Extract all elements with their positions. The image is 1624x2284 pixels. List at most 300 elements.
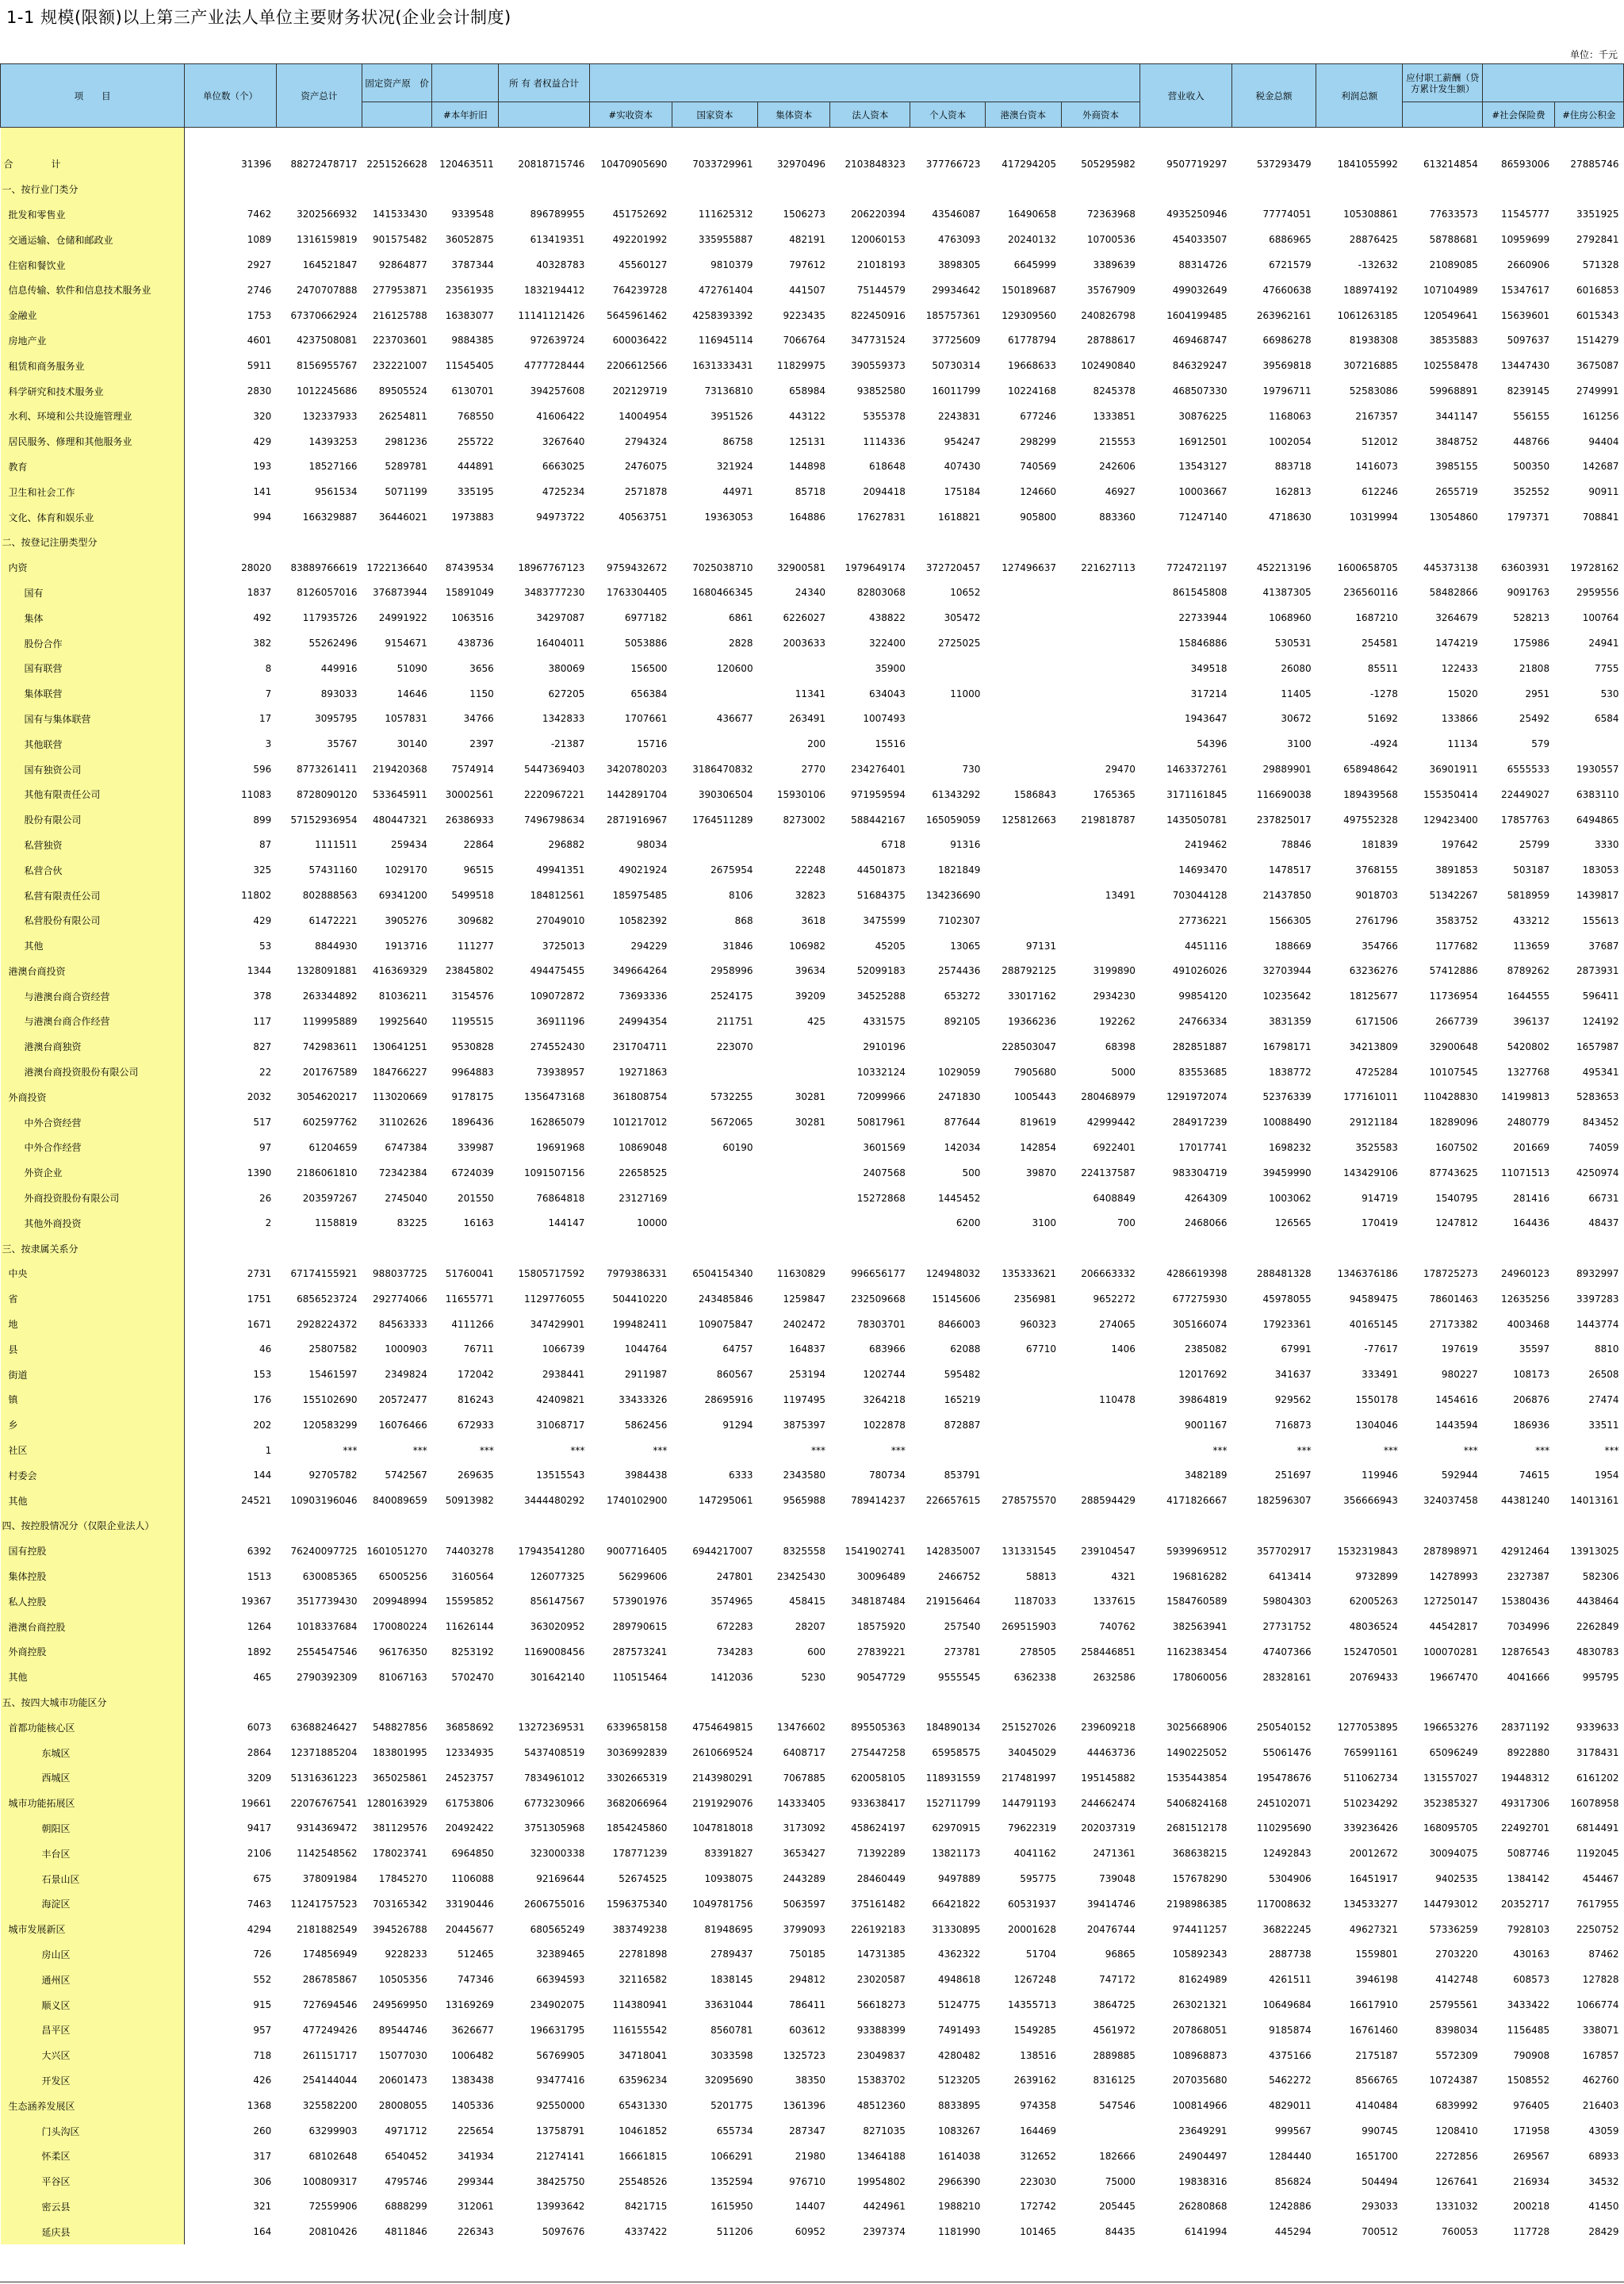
table-cell bbox=[1554, 177, 1623, 202]
row-label: 二、按登记注册类型分 bbox=[1, 530, 185, 555]
table-cell: 6408717 bbox=[783, 1747, 825, 1759]
table-cell: 32970496 bbox=[776, 158, 825, 170]
table-cell bbox=[185, 1690, 277, 1715]
table-cell: 81624989 bbox=[1178, 1974, 1228, 1986]
table-cell: 30094075 bbox=[1429, 1848, 1478, 1860]
table-cell: 176 bbox=[253, 1393, 272, 1405]
table-cell: 2966390 bbox=[937, 2175, 981, 2187]
table-cell: 4142748 bbox=[1435, 1974, 1478, 1986]
table-row bbox=[1, 530, 1624, 555]
table-cell: 1197495 bbox=[783, 1393, 825, 1405]
table-cell: 1158819 bbox=[315, 1217, 358, 1229]
table-cell: 2681512178 bbox=[1166, 1822, 1228, 1834]
table-row bbox=[1, 656, 1624, 681]
table-cell: 6504154340 bbox=[692, 1267, 753, 1279]
table-cell: 116155542 bbox=[612, 2024, 668, 2036]
table-cell: 255722 bbox=[458, 435, 494, 447]
table-cell: 3267640 bbox=[542, 435, 585, 447]
table-cell: 253194 bbox=[789, 1369, 825, 1381]
table-row bbox=[1, 2219, 1624, 2244]
table-cell: 4451116 bbox=[1185, 940, 1228, 952]
table-cell: 61778794 bbox=[1007, 335, 1057, 347]
table-cell: 454033507 bbox=[1172, 234, 1228, 246]
table-cell: 4331575 bbox=[863, 1015, 906, 1027]
table-cell: 165059059 bbox=[925, 814, 981, 826]
table-cell bbox=[985, 1412, 1061, 1438]
table-cell: 5087746 bbox=[1507, 1848, 1550, 1860]
row-label: 私人控股 bbox=[1, 1588, 185, 1614]
table-cell: 588442167 bbox=[851, 814, 906, 826]
table-cell: 18289096 bbox=[1429, 1117, 1478, 1129]
table-cell: *** bbox=[343, 1444, 358, 1456]
table-cell: 193 bbox=[253, 461, 272, 473]
table-cell: 443122 bbox=[789, 410, 825, 422]
table-cell: 1280163929 bbox=[366, 1797, 427, 1809]
table-cell bbox=[1061, 1412, 1140, 1438]
table-cell: 317214 bbox=[1190, 688, 1228, 699]
table-cell: 504494 bbox=[1362, 2175, 1398, 2187]
table-cell: 10649684 bbox=[1262, 1999, 1312, 2011]
table-cell: 192262 bbox=[1099, 1015, 1136, 1027]
table-cell: 52674525 bbox=[619, 1873, 668, 1885]
table-row bbox=[1, 782, 1624, 807]
table-cell: 2928224372 bbox=[297, 1318, 358, 1330]
table-cell: 8398034 bbox=[1435, 2024, 1478, 2036]
table-cell: 2468066 bbox=[1185, 1217, 1228, 1229]
table-cell: 2181882549 bbox=[297, 1923, 358, 1935]
table-cell: 127828 bbox=[1582, 1974, 1619, 1986]
table-cell: 164521847 bbox=[302, 259, 358, 271]
table-row bbox=[1, 1765, 1624, 1791]
table-cell: 6584 bbox=[1594, 713, 1619, 725]
table-cell: 2103848323 bbox=[845, 158, 906, 170]
table-cell: 239104547 bbox=[1081, 1545, 1136, 1557]
table-cell: 1600658705 bbox=[1337, 561, 1398, 573]
table-cell: 20352717 bbox=[1501, 1898, 1550, 1910]
table-cell: 142687 bbox=[1582, 461, 1619, 473]
row-label: 五、按四大城市功能区分 bbox=[1, 1690, 185, 1715]
table-cell: 11545777 bbox=[1501, 209, 1550, 220]
table-row bbox=[1, 177, 1624, 202]
table-cell: 1821849 bbox=[937, 864, 981, 876]
table-row bbox=[1, 681, 1624, 707]
table-cell: 2639162 bbox=[1013, 2075, 1057, 2087]
table-cell: 2327387 bbox=[1507, 1570, 1550, 1582]
table-cell: 9185874 bbox=[1269, 2024, 1312, 2036]
table-cell: 764239728 bbox=[612, 284, 668, 296]
table-cell: 170419 bbox=[1362, 1217, 1398, 1229]
unit-label: 单位：千元 bbox=[1569, 49, 1618, 60]
table-cell: 9154671 bbox=[385, 638, 427, 650]
table-cell: 8932997 bbox=[1576, 1267, 1619, 1279]
table-cell: 58482866 bbox=[1429, 587, 1478, 599]
table-cell: 147295061 bbox=[698, 1495, 753, 1507]
table-cell bbox=[910, 1690, 986, 1715]
table-cell: 36822245 bbox=[1262, 1923, 1312, 1935]
table-cell: 38350 bbox=[795, 2075, 825, 2087]
table-cell: 33631044 bbox=[704, 1999, 753, 2011]
table-cell bbox=[830, 1210, 910, 1236]
table-cell: 249569950 bbox=[373, 1999, 427, 2011]
table-cell: 120060153 bbox=[851, 234, 906, 246]
table-cell: 62088 bbox=[950, 1343, 981, 1355]
table-cell: 85718 bbox=[795, 486, 825, 498]
table-cell: 35767909 bbox=[1086, 284, 1136, 296]
row-label: 外资企业 bbox=[1, 1160, 185, 1186]
table-cell: 3583752 bbox=[1435, 914, 1478, 926]
table-cell: 251527026 bbox=[1002, 1722, 1057, 1734]
table-cell: 500 bbox=[962, 1167, 981, 1178]
table-cell bbox=[985, 833, 1061, 858]
table-cell bbox=[432, 1690, 499, 1715]
table-cell: 260 bbox=[253, 2125, 272, 2137]
table-cell: 528213 bbox=[1513, 612, 1550, 624]
table-row bbox=[1, 1009, 1624, 1034]
table-cell: 200218 bbox=[1513, 2201, 1550, 2213]
table-cell: 217481997 bbox=[1002, 1772, 1057, 1784]
table-cell bbox=[1140, 530, 1232, 555]
table-cell: 1671 bbox=[247, 1318, 272, 1330]
table-row bbox=[1, 807, 1624, 833]
table-cell: 6413414 bbox=[1269, 1570, 1312, 1582]
table-cell: 309682 bbox=[458, 914, 494, 926]
table-cell bbox=[985, 857, 1061, 883]
table-cell: 6839992 bbox=[1435, 2100, 1478, 2112]
row-label: 东城区 bbox=[1, 1740, 185, 1765]
table-cell: 35597 bbox=[1519, 1343, 1550, 1355]
table-cell: 16451917 bbox=[1349, 1873, 1398, 1885]
table-cell: 4830783 bbox=[1576, 1646, 1619, 1657]
table-cell: 2731 bbox=[247, 1267, 272, 1279]
table-cell: 2958996 bbox=[710, 965, 753, 977]
table-cell bbox=[758, 1060, 830, 1085]
row-label: 港澳台商独资 bbox=[1, 1034, 185, 1060]
table-cell: 627205 bbox=[548, 688, 585, 699]
table-cell: 4811846 bbox=[385, 2226, 427, 2238]
table-cell: 20240132 bbox=[1007, 234, 1057, 246]
table-cell: 445294 bbox=[1274, 2226, 1312, 2238]
table-cell: 48437 bbox=[1588, 1217, 1619, 1229]
table-cell: 1066291 bbox=[710, 2150, 753, 2162]
table-cell: 156500 bbox=[630, 662, 668, 674]
table-cell: 100070281 bbox=[1423, 1646, 1478, 1657]
table-cell: 819619 bbox=[1020, 1117, 1057, 1129]
table-cell: 157678290 bbox=[1172, 1873, 1228, 1885]
table-row bbox=[1, 908, 1624, 933]
table-cell: *** bbox=[479, 1444, 494, 1456]
table-cell: 15461597 bbox=[308, 1369, 358, 1381]
table-cell: 2725025 bbox=[937, 638, 981, 650]
table-cell: 27474 bbox=[1588, 1393, 1619, 1405]
table-cell: 6724039 bbox=[451, 1167, 494, 1178]
table-cell bbox=[1483, 1690, 1554, 1715]
table-cell: 89505524 bbox=[378, 385, 427, 397]
table-cell: 6721579 bbox=[1269, 259, 1312, 271]
table-cell: 1022878 bbox=[863, 1419, 906, 1431]
table-cell: 5939969512 bbox=[1166, 1545, 1228, 1557]
header-paidin-group bbox=[589, 64, 1140, 102]
table-cell: 108173 bbox=[1513, 1369, 1550, 1381]
table-cell: 155350414 bbox=[1423, 788, 1478, 800]
table-cell: 7496798634 bbox=[523, 814, 585, 826]
table-cell: 1352594 bbox=[710, 2175, 753, 2187]
row-label: 四、按控股情况分（仅限企业法人） bbox=[1, 1513, 185, 1539]
table-cell: 6814491 bbox=[1576, 1822, 1619, 1834]
table-cell: 38425750 bbox=[536, 2175, 585, 2187]
table-cell: 102490840 bbox=[1081, 360, 1136, 372]
table-cell: 1753 bbox=[247, 309, 272, 321]
table-cell: 61472221 bbox=[308, 914, 358, 926]
table-cell: 7462 bbox=[247, 209, 272, 220]
table-cell: 7491493 bbox=[937, 2024, 981, 2036]
table-cell bbox=[758, 1236, 830, 1261]
header-units: 单位数（个） bbox=[185, 64, 277, 128]
row-label: 地 bbox=[1, 1312, 185, 1337]
table-cell: 15020 bbox=[1447, 688, 1478, 699]
table-cell: 305472 bbox=[944, 612, 981, 624]
table-cell bbox=[1140, 1690, 1232, 1715]
table-cell: 2191929076 bbox=[692, 1797, 753, 1809]
table-cell: 1687210 bbox=[1355, 612, 1398, 624]
table-cell: 11829975 bbox=[776, 360, 825, 372]
table-cell: 1644555 bbox=[1507, 991, 1550, 1002]
table-row bbox=[1, 1588, 1624, 1614]
table-cell: 630085365 bbox=[302, 1570, 358, 1582]
table-cell: 120583299 bbox=[302, 1419, 358, 1431]
table-cell: 118931559 bbox=[925, 1772, 981, 1784]
table-cell: 10235642 bbox=[1262, 991, 1312, 1002]
table-cell: 195145882 bbox=[1081, 1772, 1136, 1784]
table-cell: 3264218 bbox=[863, 1393, 906, 1405]
table-cell: 914719 bbox=[1362, 1192, 1398, 1204]
table-cell: 28876425 bbox=[1349, 234, 1398, 246]
table-cell: 3831359 bbox=[1269, 1015, 1312, 1027]
table-cell: 3420780203 bbox=[607, 764, 668, 776]
table-cell: 1740102900 bbox=[607, 1495, 668, 1507]
table-cell: 23649291 bbox=[1178, 2125, 1228, 2137]
table-cell: 740762 bbox=[1099, 1621, 1136, 1633]
table-cell: 48512360 bbox=[856, 2100, 906, 2112]
table-cell bbox=[185, 1513, 277, 1539]
table-cell: 843452 bbox=[1582, 1117, 1619, 1129]
table-cell: 974358 bbox=[1020, 2100, 1057, 2112]
table-cell: 178771239 bbox=[612, 1848, 668, 1860]
table-cell: 7102307 bbox=[937, 914, 981, 926]
table-cell: 892105 bbox=[944, 1015, 981, 1027]
table-cell: 207035680 bbox=[1172, 2075, 1228, 2087]
table-cell: 105892343 bbox=[1172, 1949, 1228, 1960]
table-cell: 2675954 bbox=[710, 864, 753, 876]
table-cell: 726 bbox=[253, 1949, 272, 1960]
table-cell: 511206 bbox=[716, 2226, 753, 2238]
table-cell: 1368 bbox=[247, 2100, 272, 2112]
table-cell: 3054620217 bbox=[297, 1091, 358, 1103]
table-cell: 19667470 bbox=[1429, 1671, 1478, 1683]
table-row bbox=[1, 1261, 1624, 1286]
table-cell: 1443594 bbox=[1435, 1419, 1478, 1431]
table-cell: 9530828 bbox=[451, 1040, 494, 1052]
table-cell: 85511 bbox=[1367, 662, 1398, 674]
table-cell: 36901911 bbox=[1429, 764, 1478, 776]
table-cell: 19668633 bbox=[1007, 360, 1057, 372]
table-cell: 504410220 bbox=[612, 1293, 668, 1305]
table-cell: 293033 bbox=[1362, 2201, 1398, 2213]
table-row bbox=[1, 1791, 1624, 1816]
table-cell: 6886965 bbox=[1269, 234, 1312, 246]
table-row bbox=[1, 1665, 1624, 1690]
table-cell: 44501873 bbox=[856, 864, 906, 876]
table-cell: 613214854 bbox=[1423, 158, 1478, 170]
table-cell: 76864818 bbox=[536, 1192, 585, 1204]
table-cell: 1763304405 bbox=[607, 587, 668, 599]
table-cell: 239609218 bbox=[1081, 1722, 1136, 1734]
table-cell: 51684375 bbox=[856, 890, 906, 901]
table-row bbox=[1, 630, 1624, 656]
row-label: 其他 bbox=[1, 1665, 185, 1690]
table-cell: 7463 bbox=[247, 1898, 272, 1910]
table-cell: 1068960 bbox=[1269, 612, 1312, 624]
table-cell bbox=[985, 757, 1061, 782]
table-cell: 438822 bbox=[869, 612, 906, 624]
table-cell: 322400 bbox=[869, 638, 906, 650]
table-cell: 226343 bbox=[458, 2226, 494, 2238]
table-cell: 71247140 bbox=[1178, 512, 1228, 523]
table-cell: 877644 bbox=[944, 1117, 981, 1129]
table-cell: 182596307 bbox=[1256, 1495, 1312, 1507]
table-cell: 69341200 bbox=[378, 890, 427, 901]
table-cell: 3171161845 bbox=[1166, 788, 1228, 800]
table-cell: 482191 bbox=[789, 234, 825, 246]
table-cell: 111625312 bbox=[698, 209, 753, 220]
table-cell: 206663332 bbox=[1081, 1267, 1136, 1279]
table-cell: 472761404 bbox=[698, 284, 753, 296]
table-cell: 5462272 bbox=[1269, 2075, 1312, 2087]
table-cell: 747346 bbox=[458, 1974, 494, 1986]
table-cell: 444891 bbox=[458, 461, 494, 473]
table-cell: 28008055 bbox=[378, 2100, 427, 2112]
table-cell: 382563941 bbox=[1172, 1621, 1228, 1633]
table-row bbox=[1, 731, 1624, 757]
table-row bbox=[1, 328, 1624, 354]
table-row bbox=[1, 1034, 1624, 1060]
table-cell: 6015343 bbox=[1576, 309, 1619, 321]
header-wage-cont bbox=[1403, 102, 1483, 128]
table-row bbox=[1, 1084, 1624, 1109]
table-cell: 19661 bbox=[241, 1797, 272, 1809]
table-cell: 65958575 bbox=[932, 1747, 981, 1759]
table-cell: -132632 bbox=[1358, 259, 1398, 271]
table-cell: 10869048 bbox=[619, 1141, 668, 1153]
table-cell: 185757361 bbox=[925, 309, 981, 321]
table-cell: 6408849 bbox=[1093, 1192, 1136, 1204]
table-cell: 1707661 bbox=[624, 713, 668, 725]
table-cell bbox=[1316, 177, 1403, 202]
row-label: 国有控股 bbox=[1, 1539, 185, 1564]
table-cell bbox=[910, 731, 986, 757]
table-cell: 73136810 bbox=[704, 385, 753, 397]
table-cell: 203597267 bbox=[302, 1192, 358, 1204]
table-cell: 142034 bbox=[944, 1141, 981, 1153]
table-cell: 36446021 bbox=[378, 512, 427, 523]
table-cell: 868 bbox=[734, 914, 753, 926]
row-label: 村委会 bbox=[1, 1462, 185, 1488]
table-cell: 530531 bbox=[1274, 638, 1312, 650]
table-cell: 1114336 bbox=[863, 435, 906, 447]
table-cell: 3626677 bbox=[451, 2024, 494, 2036]
row-label: 私营有限责任公司 bbox=[1, 883, 185, 908]
table-cell: 740569 bbox=[1020, 461, 1057, 473]
table-cell: 5911 bbox=[247, 360, 272, 372]
table-cell: 296882 bbox=[548, 839, 585, 851]
table-cell: 356666943 bbox=[1343, 1495, 1398, 1507]
table-cell: 52099183 bbox=[856, 965, 906, 977]
table-cell bbox=[499, 1513, 590, 1539]
table-cell: 25795561 bbox=[1429, 1999, 1478, 2011]
table-cell: 124948032 bbox=[925, 1267, 981, 1279]
table-cell: 37725609 bbox=[932, 335, 981, 347]
table-cell: 8239145 bbox=[1507, 385, 1550, 397]
table-cell: 990745 bbox=[1362, 2125, 1398, 2137]
table-cell: 20769433 bbox=[1349, 1671, 1398, 1683]
table-cell: 5123205 bbox=[937, 2075, 981, 2087]
table-cell: 9561534 bbox=[315, 486, 358, 498]
table-cell: 492 bbox=[253, 612, 272, 624]
table-cell: 3025668906 bbox=[1166, 1722, 1228, 1734]
table-cell: 634043 bbox=[869, 688, 906, 699]
table-cell: 72342384 bbox=[378, 1167, 427, 1178]
table-cell: 1066774 bbox=[1576, 1999, 1619, 2011]
table-cell: 51342267 bbox=[1429, 890, 1478, 901]
table-cell: 349664264 bbox=[612, 965, 668, 977]
table-cell: 2574436 bbox=[937, 965, 981, 977]
table-cell bbox=[499, 177, 590, 202]
table-cell: 170080224 bbox=[373, 1621, 427, 1633]
table-cell: 102558478 bbox=[1423, 360, 1478, 372]
table-cell bbox=[1061, 656, 1140, 681]
table-cell: 75000 bbox=[1105, 2175, 1136, 2187]
table-cell: 33511 bbox=[1588, 1419, 1619, 1431]
table-cell bbox=[1231, 1690, 1316, 1715]
table-cell: 10319994 bbox=[1349, 512, 1398, 523]
table-cell: 2749991 bbox=[1576, 385, 1619, 397]
table-cell: 28429 bbox=[1588, 2226, 1619, 2238]
table-cell: 1435050781 bbox=[1166, 814, 1228, 826]
table-cell: 17017741 bbox=[1178, 1141, 1228, 1153]
table-cell bbox=[985, 1690, 1061, 1715]
table-cell: 972639724 bbox=[530, 335, 585, 347]
table-cell: 24991922 bbox=[378, 612, 427, 624]
table-cell: 144898 bbox=[789, 461, 825, 473]
table-cell: 1698232 bbox=[1269, 1141, 1312, 1153]
table-cell bbox=[1316, 1513, 1403, 1539]
table-cell: 34718041 bbox=[619, 2049, 668, 2061]
table-cell bbox=[985, 681, 1061, 707]
table-cell: 58813 bbox=[1025, 1570, 1057, 1582]
table-cell: 915 bbox=[253, 1999, 272, 2011]
table-cell: 175184 bbox=[944, 486, 981, 498]
table-cell: 1614038 bbox=[937, 2150, 981, 2162]
table-cell: 32823 bbox=[795, 890, 825, 901]
table-cell: 27173382 bbox=[1429, 1318, 1478, 1330]
table-cell: 2981236 bbox=[385, 435, 427, 447]
table-cell: 2790392309 bbox=[297, 1671, 358, 1683]
table-cell: 26080 bbox=[1281, 662, 1312, 674]
table-cell: 196653276 bbox=[1423, 1722, 1478, 1734]
table-cell bbox=[1061, 908, 1140, 933]
table-cell: 656384 bbox=[630, 688, 668, 699]
table-cell bbox=[830, 530, 910, 555]
table-cell bbox=[1061, 605, 1140, 630]
